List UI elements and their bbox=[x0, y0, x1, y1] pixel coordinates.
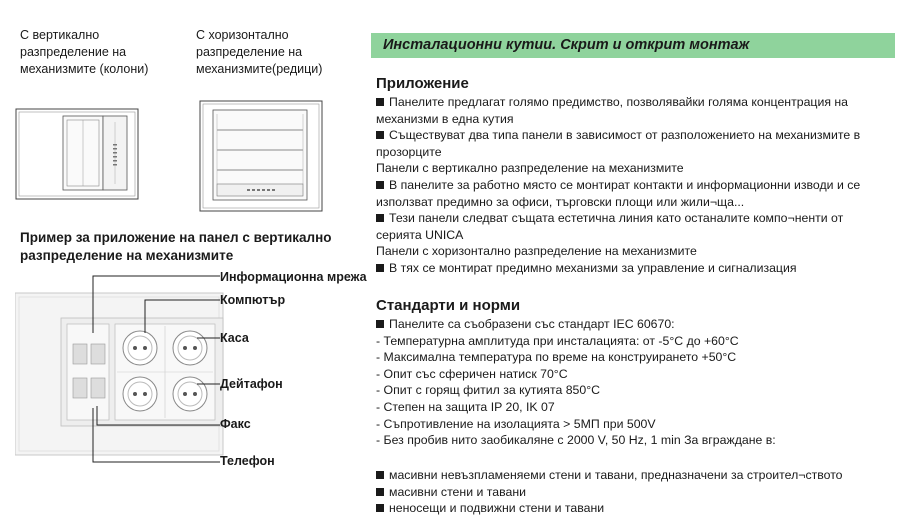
text-line-content: механизми в една кутия bbox=[376, 111, 514, 126]
bullet-square-icon bbox=[376, 264, 384, 272]
bullet-square-icon bbox=[376, 98, 384, 106]
bullet-square-icon bbox=[376, 488, 384, 496]
example-panel-diagram bbox=[15, 268, 225, 473]
text-line bbox=[376, 399, 776, 416]
text-line bbox=[376, 227, 860, 244]
text-line bbox=[376, 194, 860, 211]
text-line bbox=[376, 416, 776, 433]
text-line bbox=[376, 111, 860, 128]
label-computer: Компютър bbox=[220, 293, 286, 307]
caption-line: разпределение на bbox=[20, 45, 127, 59]
text-line bbox=[376, 432, 776, 449]
label-info-network: Информационна мрежа bbox=[220, 270, 367, 284]
text-line bbox=[376, 260, 860, 277]
text-line-content: Панели с вертикално разпределение на механизмите bbox=[376, 161, 684, 176]
text-line bbox=[376, 144, 860, 161]
label-telephone: Телефон bbox=[220, 454, 275, 468]
text-line-content: неносещи и подвижни стени и тавани bbox=[389, 501, 605, 516]
application-title: Приложение bbox=[376, 75, 469, 92]
text-line bbox=[376, 177, 860, 194]
text-line-content: серията UNICA bbox=[376, 227, 464, 242]
text-line-content: В тях се монтират предимно механизми за управление и сигнализация bbox=[389, 260, 797, 275]
bullet-square-icon bbox=[376, 320, 384, 328]
text-line bbox=[376, 484, 843, 501]
text-line-content: В панелите за работно място се монтират контакти и информационни изводи и се bbox=[389, 177, 861, 192]
caption-line: разпределение на bbox=[196, 45, 303, 59]
bullet-square-icon bbox=[376, 471, 384, 479]
standards-title: Стандарти и норми bbox=[376, 297, 521, 314]
standards-text bbox=[376, 316, 776, 449]
text-line-content: - Температурна амплитуда при инсталацията: от -5°C до +60°C bbox=[376, 333, 739, 348]
text-line bbox=[376, 467, 843, 484]
text-line-content: - Степен на защита IP 20, IK 07 bbox=[376, 399, 555, 414]
text-line-content: - Съпротивление на изолацията > 5МП при 500V bbox=[376, 416, 656, 431]
bullet-square-icon bbox=[376, 504, 384, 512]
label-dataphone: Дейтафон bbox=[220, 377, 283, 391]
text-line-content: Панели с хоризонтално разпределение на механизмите bbox=[376, 244, 697, 259]
text-line-content: използват предимно за офиси, търговски площи или жили¬ща... bbox=[376, 194, 745, 209]
text-line-content: прозорците bbox=[376, 144, 442, 159]
text-line bbox=[376, 500, 843, 517]
vertical-panel-diagram bbox=[15, 108, 139, 200]
text-line-content: - Без пробив нито заобикаляне с 2000 V, 50 Hz, 1 min За вграждане в: bbox=[376, 433, 776, 448]
bullet-square-icon bbox=[376, 181, 384, 189]
text-line-content: - Максимална температура по време на конструирането +50°C bbox=[376, 350, 737, 365]
text-line bbox=[376, 382, 776, 399]
example-title-line: разпределение на механизмите bbox=[20, 248, 234, 263]
example-title-line: Пример за приложение на панел с вертикално bbox=[20, 230, 332, 245]
section-header bbox=[371, 33, 895, 58]
mounting-text bbox=[376, 467, 843, 517]
caption-line: механизмите (колони) bbox=[20, 62, 149, 76]
text-line bbox=[376, 160, 860, 177]
caption-horizontal bbox=[196, 27, 322, 78]
caption-line: С вертикално bbox=[20, 28, 100, 42]
text-line-content: Панелите предлагат голямо предимство, позволявайки голяма концентрация на bbox=[389, 95, 849, 109]
bullet-square-icon bbox=[376, 214, 384, 222]
text-line-content: - Опит със сферичен натиск 70°C bbox=[376, 366, 568, 381]
text-line bbox=[376, 210, 860, 227]
text-line bbox=[376, 349, 776, 366]
example-title bbox=[20, 229, 331, 265]
text-line-content: Съществуват два типа панели в зависимост от разположението на механизмите в bbox=[389, 128, 861, 143]
text-line bbox=[376, 366, 776, 383]
text-line bbox=[376, 243, 860, 260]
text-line-content: Тези панели следват същата естетична линия като останалите компо¬ненти от bbox=[389, 211, 844, 226]
label-cash-register: Каса bbox=[220, 331, 249, 345]
text-line bbox=[376, 316, 776, 333]
text-line-content: - Опит с горящ фитил за кутията 850°C bbox=[376, 383, 601, 398]
caption-line: механизмите(редици) bbox=[196, 62, 323, 76]
text-line-content: масивни невъзпламеняеми стени и тавани, предназначени за строител¬ството bbox=[389, 468, 843, 482]
bullet-square-icon bbox=[376, 131, 384, 139]
horizontal-panel-diagram bbox=[199, 100, 323, 212]
text-line-content: масивни стени и тавани bbox=[389, 484, 526, 499]
text-line bbox=[376, 333, 776, 350]
caption-vertical bbox=[20, 27, 148, 78]
text-line bbox=[376, 127, 860, 144]
label-fax: Факс bbox=[220, 417, 251, 431]
text-line-content: Панелите са съобразени със стандарт IEC 60670: bbox=[389, 317, 675, 331]
application-text bbox=[376, 94, 860, 277]
text-line bbox=[376, 94, 860, 111]
section-header-title: Инсталационни кутии. Скрит и открит монтаж bbox=[383, 37, 750, 53]
caption-line: С хоризонтално bbox=[196, 28, 289, 42]
